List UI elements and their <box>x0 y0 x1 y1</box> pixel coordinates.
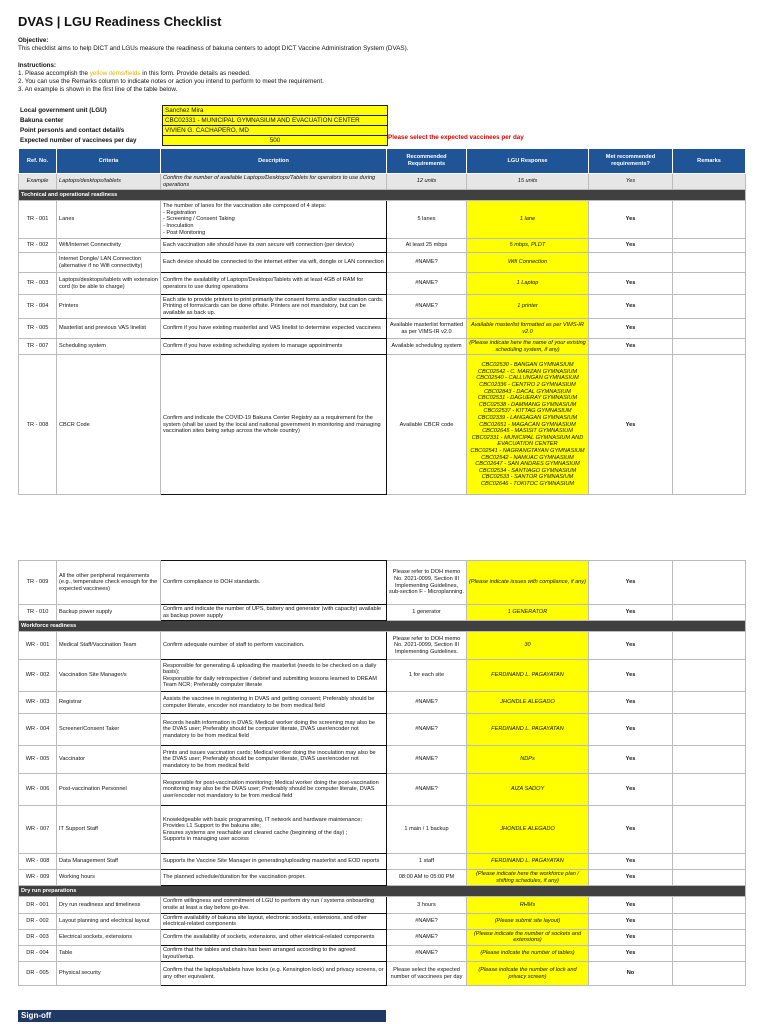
example-response: 15 units <box>467 174 589 190</box>
row-met[interactable]: Yes <box>589 273 673 295</box>
row-recommended: #NAME? <box>387 774 467 806</box>
row-criteria: Lanes <box>57 201 161 239</box>
row-recommended: Available masterlist formatted as per VIMS-IR v2.0 <box>387 319 467 339</box>
row-recommended: #NAME? <box>387 746 467 774</box>
example-row <box>19 174 746 190</box>
row-description: Each site to provide printers to print primarily the consent forms and/or vaccination cards. Printing of forms/cards can be done offsite. Printers are not mandatory, but can be available as back up. <box>161 295 387 319</box>
row-recommended: 5 lanes <box>387 201 467 239</box>
row-met[interactable]: Yes <box>589 870 673 886</box>
row-met[interactable]: Yes <box>589 746 673 774</box>
row-lgu-response[interactable]: JHONDLE ALEGADO <box>467 806 589 854</box>
row-lgu-response[interactable]: JHONDLE ALEGADO <box>467 692 589 714</box>
header-remarks: Remarks <box>673 149 746 174</box>
row-criteria: Masterlist and previous VAS linelist <box>57 319 161 339</box>
row-remarks[interactable] <box>673 339 746 355</box>
row-criteria: Registrar <box>57 692 161 714</box>
row-met[interactable]: Yes <box>589 913 673 929</box>
row-lgu-response[interactable]: Available masterlist formatted as per VIMS-IR v2.0 <box>467 319 589 339</box>
row-lgu-response[interactable]: 1 GENERATOR <box>467 605 589 621</box>
section-row <box>19 621 746 632</box>
row-remarks[interactable] <box>673 854 746 870</box>
instructions-label: Instructions: <box>18 62 57 69</box>
checklist-table-part1 <box>18 148 746 495</box>
row-criteria: Data Management Staff <box>57 854 161 870</box>
row-description: The planned schedule/duration for the vaccination proper. <box>161 870 387 886</box>
table-row <box>19 605 746 621</box>
row-ref: WR - 004 <box>19 714 57 746</box>
row-remarks[interactable] <box>673 692 746 714</box>
objective-block <box>18 37 748 53</box>
row-recommended: Available scheduling system <box>387 339 467 355</box>
row-ref: DR - 001 <box>19 897 57 913</box>
table-row <box>19 913 746 929</box>
row-met[interactable]: Yes <box>589 660 673 692</box>
row-recommended: 08:00 AM to 05:00 PM <box>387 870 467 886</box>
example-recommended: 12 units <box>387 174 467 190</box>
row-criteria: Backup power supply <box>57 605 161 621</box>
row-criteria: All the other peripheral requirements (e.g., temperature check enough for the expected vaccinees) <box>57 561 161 605</box>
row-met[interactable]: Yes <box>589 355 673 495</box>
table-row <box>19 319 746 339</box>
row-recommended: #NAME? <box>387 929 467 945</box>
instruction-1-c: in this form. Provide details as needed. <box>140 70 251 77</box>
table-row <box>19 561 746 605</box>
row-lgu-response[interactable]: (Please indicate issues with compliance, if any) <box>467 561 589 605</box>
section-dry-run: Dry run preparations <box>19 886 746 897</box>
row-met[interactable]: Yes <box>589 929 673 945</box>
row-criteria: Physical security <box>57 962 161 986</box>
row-lgu-response[interactable]: (Please indicate the number of lock and privacy screen) <box>467 962 589 986</box>
row-recommended: Please refer to DOH memo No. 2021-0099, Section III Implementing Guidelines. <box>387 632 467 660</box>
row-ref: WR - 009 <box>19 870 57 886</box>
row-lgu-response[interactable]: 5 mbps, PLDT <box>467 239 589 253</box>
row-ref: WR - 007 <box>19 806 57 854</box>
row-description: The number of lanes for the vaccination site composed of 4 steps: - Registration - Screening / Consent Taking - Inoculation - Post Monitoring <box>161 201 387 239</box>
row-remarks[interactable] <box>673 962 746 986</box>
header-description: Description <box>161 149 387 174</box>
lgu-info-table <box>18 105 388 146</box>
row-ref: DR - 005 <box>19 962 57 986</box>
row-met[interactable]: Yes <box>589 239 673 253</box>
row-ref: WR - 006 <box>19 774 57 806</box>
row-remarks[interactable] <box>673 945 746 961</box>
row-met[interactable]: Yes <box>589 774 673 806</box>
row-description: Confirm the availability of sockets, extensions, and other eletrical-related components <box>161 929 387 945</box>
row-lgu-response[interactable]: NDPs <box>467 746 589 774</box>
row-remarks[interactable] <box>673 355 746 495</box>
table-row <box>19 854 746 870</box>
row-remarks[interactable] <box>673 806 746 854</box>
row-description: Confirm that the tables and chairs has been arranged according to the agreed layout/setup. <box>161 945 387 961</box>
row-met[interactable]: Yes <box>589 632 673 660</box>
vaccinees-note: Please select the expected vaccinees per day <box>388 134 524 141</box>
row-criteria: Medical Staff/Vaccination Team <box>57 632 161 660</box>
header-lgu-response: LGU Response <box>467 149 589 174</box>
row-met[interactable]: Yes <box>589 295 673 319</box>
row-recommended: At least 25 mbps <box>387 239 467 253</box>
header-recommended: Recommended Requirements <box>387 149 467 174</box>
row-criteria: Dry run readiness and timeliness <box>57 897 161 913</box>
row-recommended: #NAME? <box>387 253 467 273</box>
row-recommended: 1 staff <box>387 854 467 870</box>
bakuna-center-field[interactable]: CBC02331 - MUNICIPAL GYMNASIUM AND EVACUATION CENTER <box>163 116 388 126</box>
row-recommended: #NAME? <box>387 273 467 295</box>
row-description: Prints and issues vaccination cards; Medical worker doing the inoculation may also be the DVAS user; Preferably should be computer literate, DVAS user/encoder not mandatory to be from medical field <box>161 746 387 774</box>
row-remarks[interactable] <box>673 295 746 319</box>
row-met[interactable] <box>589 253 673 273</box>
row-description: Confirm the availability of Laptops/Desktops/Tablets with at least 4GB of RAM for operators to use during operations <box>161 273 387 295</box>
row-ref: WR - 005 <box>19 746 57 774</box>
point-person-label: Point person/s and contact detail/s <box>20 126 125 134</box>
row-met[interactable]: Yes <box>589 854 673 870</box>
row-recommended: 3 hours <box>387 897 467 913</box>
row-recommended: #NAME? <box>387 714 467 746</box>
row-met[interactable]: Yes <box>589 714 673 746</box>
row-description: Records health information in DVAS; Medical worker doing the screening may also be the DVAS user; Preferably should be computer literate, DVAS user/encoder not mandatory to be from medical field <box>161 714 387 746</box>
example-criteria: Laptops/desktops/tablets <box>57 174 161 190</box>
row-lgu-response[interactable]: (Please indicate the number of tables) <box>467 945 589 961</box>
row-ref: DR - 003 <box>19 929 57 945</box>
table-row <box>19 897 746 913</box>
instructions-block <box>18 62 748 94</box>
row-description: Confirm that the laptops/tablets have locks (e.g. Kensington lock) and privacy screens, or any other equivalent. <box>161 962 387 986</box>
row-remarks[interactable] <box>673 561 746 605</box>
row-lgu-response[interactable]: (Please indicate here the workforce plan / shifting schedules, if any) <box>467 870 589 886</box>
instruction-2: 2. You can use the Remarks column to indicate notes or action you intend to perform to meet the requirement. <box>18 78 324 85</box>
row-met[interactable]: Yes <box>589 561 673 605</box>
row-ref: TR - 008 <box>19 355 57 495</box>
row-lgu-response[interactable]: 1 printer <box>467 295 589 319</box>
row-met[interactable]: Yes <box>589 319 673 339</box>
row-lgu-response[interactable]: Wifi Connection <box>467 253 589 273</box>
section-row <box>19 886 746 897</box>
row-description: Responsible for post-vaccination monitoring; Medical worker doing the post-vaccination monitoring may also be the DVAS user; Preferably should be computer literate, DVAS user/encoder not mandatory to be from medical field <box>161 774 387 806</box>
row-remarks[interactable] <box>673 253 746 273</box>
row-lgu-response[interactable]: FERDINAND L. PAGAYATAN <box>467 854 589 870</box>
row-criteria: Layout planning and electrical layout <box>57 913 161 929</box>
checklist-table-part2 <box>18 560 746 986</box>
row-recommended: 1 for each site <box>387 660 467 692</box>
row-remarks[interactable] <box>673 273 746 295</box>
row-criteria: Working hours <box>57 870 161 886</box>
table-row <box>19 870 746 886</box>
row-ref: TR - 004 <box>19 295 57 319</box>
objective-text: This checklist aims to help DICT and LGUs measure the readiness of bakuna centers to adopt DICT Vaccine Administration System (DVAS). <box>18 45 409 52</box>
table-row <box>19 632 746 660</box>
row-ref: TR - 003 <box>19 273 57 295</box>
section-workforce: Workforce readiness <box>19 621 746 632</box>
row-ref: WR - 001 <box>19 632 57 660</box>
example-description: Confirm the number of available Laptops/Desktops/Tablets for operators to use during operations <box>161 174 387 190</box>
row-met[interactable]: Yes <box>589 201 673 239</box>
header-met: Met recommended requirements? <box>589 149 673 174</box>
row-recommended: #NAME? <box>387 692 467 714</box>
row-description: Confirm if you have existing scheduling system to manage appointments <box>161 339 387 355</box>
row-lgu-response[interactable]: (Please indicate the number of sockets and extensions) <box>467 929 589 945</box>
row-remarks[interactable] <box>673 714 746 746</box>
row-criteria: Laptops/desktops/tablets with extension cord (to be able to charge) <box>57 273 161 295</box>
row-criteria: Screener/Consent Taker <box>57 714 161 746</box>
table-row <box>19 692 746 714</box>
row-ref: TR - 005 <box>19 319 57 339</box>
table-row <box>19 201 746 239</box>
row-description: Confirm if you have existing masterlist and VAS linelist to determine expected vaccinees <box>161 319 387 339</box>
row-description: Supports the Vaccine Site Manager in generating/uploading masterlist and EOD reports <box>161 854 387 870</box>
row-ref: TR - 007 <box>19 339 57 355</box>
row-recommended: 1 generator <box>387 605 467 621</box>
row-recommended: #NAME? <box>387 295 467 319</box>
row-remarks[interactable] <box>673 897 746 913</box>
row-ref: DR - 002 <box>19 913 57 929</box>
row-recommended: Available CBCR code <box>387 355 467 495</box>
lgu-field[interactable]: Sanchez Mira <box>163 106 388 116</box>
example-remarks <box>673 174 746 190</box>
instruction-1-a: 1. Please accomplish the <box>18 70 90 77</box>
row-ref: TR - 001 <box>19 201 57 239</box>
row-met[interactable]: Yes <box>589 692 673 714</box>
row-remarks[interactable] <box>673 632 746 660</box>
row-ref: TR - 010 <box>19 605 57 621</box>
row-lgu-response[interactable]: CBC02530 - BANGAN GYMNASIUM CBC02542 - C. MARZAN GYMNASIUM CBC02540 - CALLUNGAN GYMNASIUM CBC02336 - CENTRO 2 GYMNASIUM CBC02843 - DACAL GYMNASIUM CBC02531 - DAGUERAY GYMNASIUM CBC02538 - DAMMANG GYMNASIUM CBC02537 - KITTAG GYMNASIUM CBC02339 - LANGAGAN GYMNASIUM CBC02651 - MAGACAN GYMNASIUM CBC02645 - MASISIT GYMNASIUM CBC02331 - MUNICIPAL GYMNASIUM AND EVACUATION CENTER CBC02541 - NAGRANGTAYAN GYMNASIUM CBC02542 - NAMUAC GYMNASIUM CBC02647 - SAN ANDRES GYMNASIUM CBC02534 - SANTIAGO GYMNASIUM CBC02533 - SANTOR GYMNASIUM CBC02646 - TOKITOC GYMNASIUM <box>467 355 589 495</box>
table-header-row <box>19 149 746 174</box>
signoff-bar: Sign-off <box>18 1010 386 1022</box>
row-remarks[interactable] <box>673 239 746 253</box>
row-recommended: 1 main / 1 backup <box>387 806 467 854</box>
row-criteria: Wifi/Internet Connectivity <box>57 239 161 253</box>
table-row <box>19 295 746 319</box>
table-row <box>19 746 746 774</box>
row-lgu-response[interactable]: FERDINAND L. PAGAYATAN <box>467 660 589 692</box>
row-description: Confirm availability of bakuna site layout, electronic sockets, extensions, and other electrical-related components <box>161 913 387 929</box>
row-remarks[interactable] <box>673 319 746 339</box>
row-criteria: Electrical sockets, extensions <box>57 929 161 945</box>
row-met[interactable]: Yes <box>589 605 673 621</box>
page-title: DVAS | LGU Readiness Checklist <box>18 14 222 29</box>
table-row <box>19 714 746 746</box>
row-remarks[interactable] <box>673 201 746 239</box>
row-remarks[interactable] <box>673 605 746 621</box>
row-remarks[interactable] <box>673 774 746 806</box>
table-row <box>19 929 746 945</box>
table-row <box>19 239 746 253</box>
row-description: Knowledgeable with basic programming, IT network and hardware maintenance; Provides L1 Support to the bakuna site; Ensures systems are reachable and cleared cache (beginning of the day) ; Supports in managing user access <box>161 806 387 854</box>
lgu-label: Local government unit (LGU) <box>20 106 107 114</box>
example-met: Yes <box>589 174 673 190</box>
row-description: Confirm adequate number of staff to perform vaccination. <box>161 632 387 660</box>
row-lgu-response[interactable]: (Please indicate here the name of your existing scheduling system, if any) <box>467 339 589 355</box>
row-criteria: IT Support Staff <box>57 806 161 854</box>
instruction-1 <box>18 70 748 78</box>
row-criteria: Post-vaccination Personnel <box>57 774 161 806</box>
row-lgu-response[interactable]: FERDINAND L. PAGAYATAN <box>467 714 589 746</box>
row-recommended: #NAME? <box>387 945 467 961</box>
row-criteria: Vaccination Site Manager/s <box>57 660 161 692</box>
row-remarks[interactable] <box>673 746 746 774</box>
row-remarks[interactable] <box>673 870 746 886</box>
row-lgu-response[interactable]: (Please submit site layout) <box>467 913 589 929</box>
table-row <box>19 273 746 295</box>
row-lgu-response[interactable]: RHMs <box>467 897 589 913</box>
row-description: Each vaccination site should have its own secure wifi connection (per device) <box>161 239 387 253</box>
row-remarks[interactable] <box>673 913 746 929</box>
row-criteria: Table <box>57 945 161 961</box>
row-met[interactable]: Yes <box>589 897 673 913</box>
row-description: Each device should be connected to the internet either via wifi, dongle or LAN connection <box>161 253 387 273</box>
row-ref: DR - 004 <box>19 945 57 961</box>
expected-vaccinees-label: Expected number of vaccinees per day <box>20 136 137 144</box>
row-met[interactable]: Yes <box>589 806 673 854</box>
row-ref: WR - 002 <box>19 660 57 692</box>
row-ref: TR - 002 <box>19 239 57 253</box>
row-recommended: #NAME? <box>387 913 467 929</box>
section-row <box>19 190 746 201</box>
table-row <box>19 355 746 495</box>
header-criteria: Criteria <box>57 149 161 174</box>
row-criteria: Internet Dongle/ LAN Connection (alternative if no Wifi connectivity) <box>57 253 161 273</box>
expected-vaccinees-field[interactable]: 500 <box>163 136 388 146</box>
instruction-1-highlight: yellow items/fields <box>89 70 141 77</box>
row-lgu-response[interactable]: 30 <box>467 632 589 660</box>
row-criteria: Scheduling system <box>57 339 161 355</box>
table-row <box>19 660 746 692</box>
row-description: Confirm and indicate the COVID-19 Bakuna Center Registry as a requirement for the system (shall be used by the local and national government in monitoring and managing vaccination sites being setup across the whole country) <box>161 355 387 495</box>
row-description: Responsible for generating & uploading the masterlist (needs to be checked on a daily basis); Responsible for daily retrospective / debrief and submitting lessons learned to DREAM Team NCR; Preferably computer literate <box>161 660 387 692</box>
row-lgu-response[interactable]: 1 lane <box>467 201 589 239</box>
row-recommended: Please refer to DOH memo No. 2021-0099, Section III Implementing Guidelines, sub-section F - Microplanning. <box>387 561 467 605</box>
row-criteria: Vaccinator <box>57 746 161 774</box>
instruction-3: 3. An example is shown in the first line of the table below. <box>18 86 178 93</box>
table-row <box>19 806 746 854</box>
table-row <box>19 774 746 806</box>
point-person-field[interactable]: VIVIEN G. CACHAPERO, MD <box>163 126 388 136</box>
table-row <box>19 339 746 355</box>
row-description: Assists the vaccinee in registering in DVAS and getting consent; Preferably should be computer literate, encoder not mandatory to be from medical field <box>161 692 387 714</box>
row-lgu-response[interactable]: 1 Laptop <box>467 273 589 295</box>
row-ref: TR - 009 <box>19 561 57 605</box>
row-lgu-response[interactable]: AIZA SADOY <box>467 774 589 806</box>
row-remarks[interactable] <box>673 929 746 945</box>
table-row <box>19 962 746 986</box>
example-ref: Example <box>19 174 57 190</box>
row-met[interactable]: No <box>589 962 673 986</box>
row-ref: WR - 003 <box>19 692 57 714</box>
row-description: Confirm and indicate the number of UPS, battery and generator (with capacity) available as backup power supply <box>161 605 387 621</box>
row-met[interactable]: Yes <box>589 339 673 355</box>
section-technical: Technical and operational readiness <box>19 190 746 201</box>
row-criteria: CBCR Code <box>57 355 161 495</box>
row-recommended: Please select the expected number of vaccinees per day <box>387 962 467 986</box>
header-ref-no: Ref. No. <box>19 149 57 174</box>
row-ref: WR - 008 <box>19 854 57 870</box>
row-remarks[interactable] <box>673 660 746 692</box>
row-met[interactable]: Yes <box>589 945 673 961</box>
table-row <box>19 945 746 961</box>
objective-label: Objective: <box>18 37 49 44</box>
bakuna-center-label: Bakuna center <box>20 116 64 124</box>
row-ref <box>19 253 57 273</box>
row-criteria: Printers <box>57 295 161 319</box>
table-row <box>19 253 746 273</box>
row-description: Confirm compliance to DOH standards. <box>161 561 387 605</box>
row-description: Confirm willingness and commitment of LGU to perform dry run / systems onboarding onsite at least a day before go-live. <box>161 897 387 913</box>
